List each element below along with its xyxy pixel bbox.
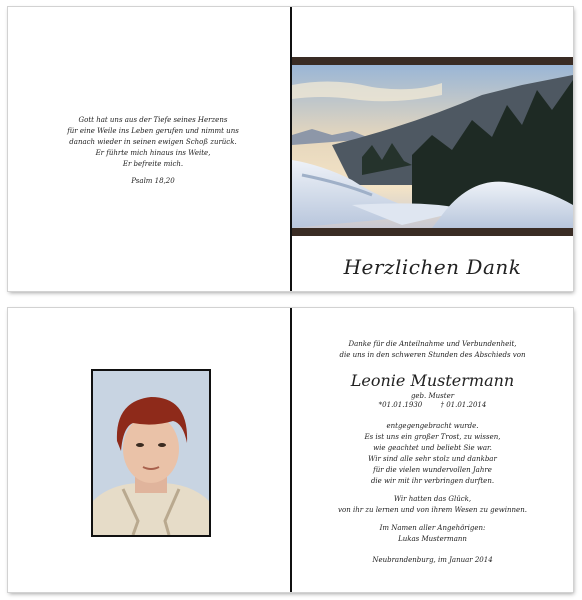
portrait-panel [8,308,290,592]
body-text [292,421,573,487]
body-line: Es ist uns ein großer Trost, zu wissen, [364,433,501,441]
body-line: die wir mit ihr verbringen durften. [370,477,495,485]
verse-line: Er führte mich hinaus ins Weite, [95,149,211,157]
signature-line: Lukas Mustermann [398,535,467,543]
verse-panel [8,7,290,291]
body-line: Wir sind alle sehr stolz und dankbar [368,455,497,463]
birth-date: *01.01.1930 [378,401,423,409]
closing-line: Wir hatten das Glück, [393,495,472,503]
place-date: Neubrandenburg, im Januar 2014 [372,556,493,564]
verse-line: Er befreite mich. [122,160,184,168]
inner-card [8,308,573,592]
signature-text [292,523,573,545]
verse-line: für eine Weile ins Leben gerufen und nimmt uns [67,127,239,135]
intro-line: Danke für die Anteilnahme und Verbundenheit, [348,340,517,348]
closing-text [292,494,573,516]
verse-source: Psalm 18,20 [131,177,175,185]
signature-line: Im Namen aller Angehörigen: [379,524,486,532]
deceased-name: Leonie Mustermann [350,371,515,390]
intro-line: die uns in den schweren Stunden des Abschieds von [339,351,526,359]
closing-line: von ihr zu lernen und von ihrem Wesen zu gewinnen. [338,506,527,514]
verse-line: Gott hat uns aus der Tiefe seines Herzens [78,116,228,124]
cover-title: Herzlichen Dank [343,255,522,279]
portrait-photo [91,369,211,537]
winter-landscape-photo [292,57,573,236]
verse-text [48,115,258,170]
portrait-image [93,371,209,535]
body-line: wie geachtet und beliebt Sie war. [373,444,492,452]
cover-panel [292,7,573,291]
text-panel [292,308,573,592]
body-line: für die vielen wundervollen Jahre [373,466,492,474]
death-date: † 01.01.2014 [440,401,487,409]
maiden-name: geb. Muster [410,392,455,400]
life-dates [292,401,573,409]
verse-line: danach wieder in seinen ewigen Schoß zurück. [69,138,237,146]
landscape-image [292,65,573,228]
intro-text [292,339,573,361]
body-line: entgegengebracht wurde. [386,422,479,430]
cover-card [8,7,573,291]
